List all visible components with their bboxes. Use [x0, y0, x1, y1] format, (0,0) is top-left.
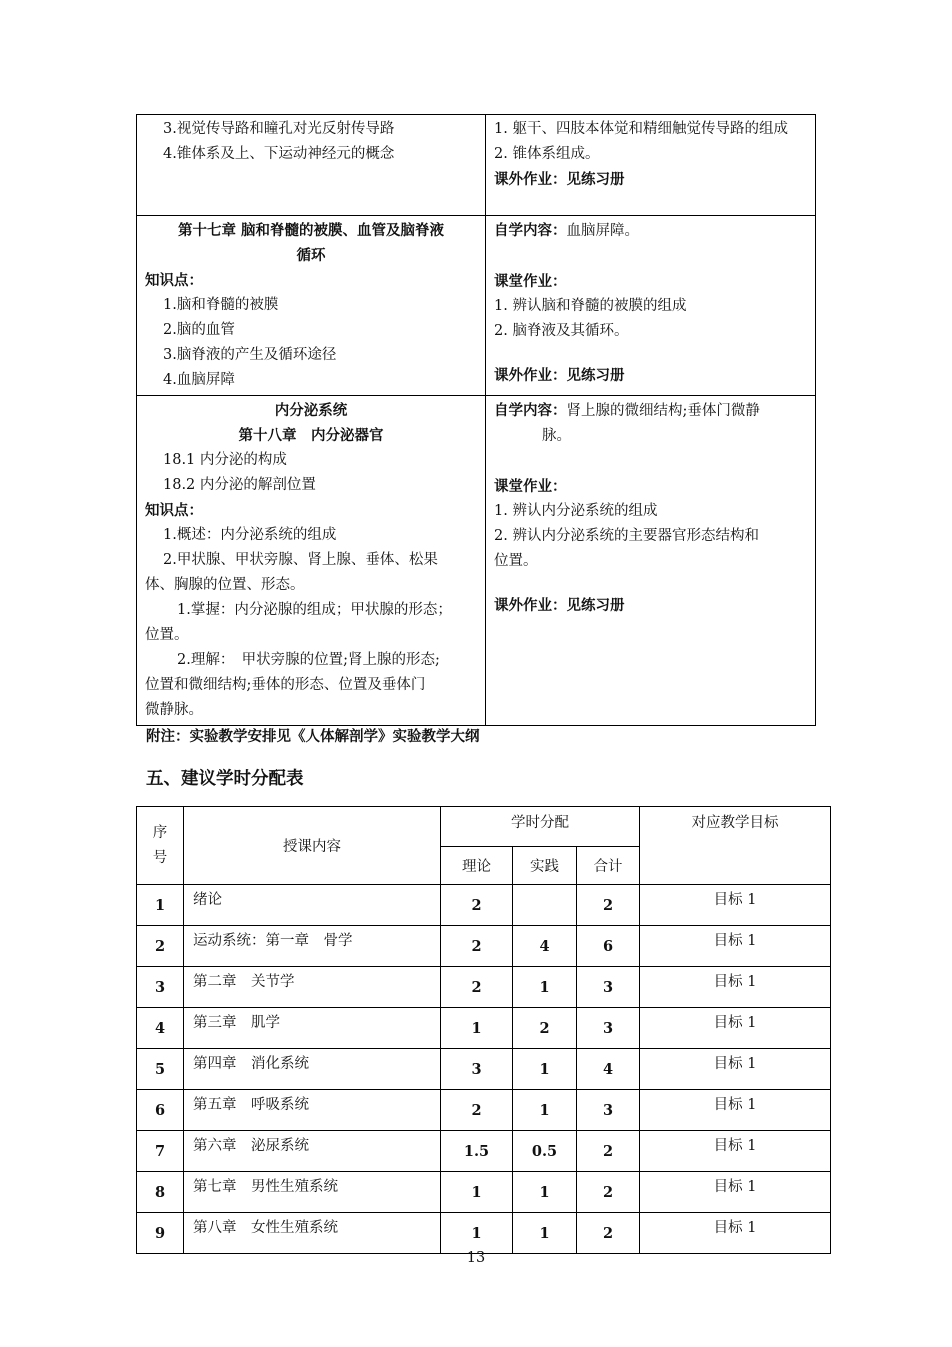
- table-row: [137, 1008, 831, 1049]
- knowledge-label: 知识点：: [145, 272, 203, 289]
- header-theory: 理论: [441, 847, 513, 885]
- table-row: [137, 1049, 831, 1090]
- knowledge-item: 1.脑和脊髓的被膜: [163, 297, 279, 313]
- table-row: [137, 1172, 831, 1213]
- table-row: [137, 115, 816, 216]
- homework-label: 课外作业：见练习册: [494, 597, 625, 614]
- row-total-hours: 3: [577, 967, 640, 1008]
- knowledge-label: 知识点：: [145, 502, 203, 519]
- self-study-label: 自学内容：: [494, 222, 567, 239]
- row-theory-hours: 2: [441, 885, 513, 926]
- knowledge-item: 4.锥体系及上、下运动神经元的概念: [163, 146, 395, 162]
- row-content: 第二章 关节学: [184, 967, 441, 1008]
- homework-label: 课外作业：见练习册: [494, 367, 625, 384]
- row-content: 第三章 肌学: [184, 1008, 441, 1049]
- row-practice-hours: 0.5: [513, 1131, 577, 1172]
- table-header-row: [137, 807, 831, 847]
- row-theory-hours: 2: [441, 1090, 513, 1131]
- header-goal: 对应教学目标: [640, 807, 831, 885]
- table-cell-left: [137, 396, 486, 726]
- row-total-hours: 2: [577, 1213, 640, 1254]
- syllabus-table: [136, 114, 816, 726]
- row-theory-hours: 1: [441, 1172, 513, 1213]
- row-number: 1: [137, 885, 184, 926]
- row-theory-hours: 1: [441, 1008, 513, 1049]
- section-item: 18.2 内分泌的解剖位置: [163, 477, 316, 493]
- row-practice-hours: [513, 885, 577, 926]
- row-theory-hours: 2: [441, 926, 513, 967]
- self-study: [494, 398, 807, 424]
- self-study-text: 血脑屏障。: [566, 223, 639, 239]
- header-content: 授课内容: [184, 807, 441, 885]
- table-row: [137, 396, 816, 726]
- homework-label: 课外作业：见练习册: [494, 171, 625, 188]
- row-number: 3: [137, 967, 184, 1008]
- classwork-item: 1. 躯干、四肢本体觉和精细触觉传导路的组成: [494, 121, 788, 137]
- header-seq: [137, 807, 184, 885]
- knowledge-item: 体、胸腺的位置、形态。: [145, 577, 305, 593]
- chapter-title: 第十八章 内分泌器官: [238, 427, 384, 444]
- row-goal: 目标 1: [640, 1172, 831, 1213]
- section-heading: 五、建议学时分配表: [146, 769, 304, 789]
- row-goal: 目标 1: [640, 1131, 831, 1172]
- row-theory-hours: 1.5: [441, 1131, 513, 1172]
- header-hours: 学时分配: [441, 807, 640, 847]
- row-total-hours: 3: [577, 1090, 640, 1131]
- section-item: 18.1 内分泌的构成: [163, 452, 287, 468]
- row-goal: 目标 1: [640, 885, 831, 926]
- knowledge-item: 3.视觉传导路和瞳孔对光反射传导路: [163, 121, 395, 137]
- row-total-hours: 3: [577, 1008, 640, 1049]
- row-goal: 目标 1: [640, 1049, 831, 1090]
- row-number: 2: [137, 926, 184, 967]
- row-number: 7: [137, 1131, 184, 1172]
- system-title: 内分泌系统: [274, 402, 348, 419]
- knowledge-item: 2.甲状腺、甲状旁腺、肾上腺、垂体、松果: [163, 552, 438, 568]
- row-total-hours: 2: [577, 885, 640, 926]
- knowledge-item: 3.脑脊液的产生及循环途径: [163, 347, 337, 363]
- classwork-item: 1. 辨认内分泌系统的组成: [494, 503, 658, 519]
- row-goal: 目标 1: [640, 1213, 831, 1254]
- page-number: 13: [466, 1250, 486, 1266]
- classwork-item: 2. 锥体系组成。: [494, 146, 600, 162]
- table-row: [137, 216, 816, 396]
- row-goal: 目标 1: [640, 1090, 831, 1131]
- row-practice-hours: 1: [513, 1090, 577, 1131]
- self-study-label: 自学内容：: [494, 402, 567, 419]
- table-row: [137, 967, 831, 1008]
- row-content: 第七章 男性生殖系统: [184, 1172, 441, 1213]
- classwork-item: 2. 辨认内分泌系统的主要器官形态结构和: [494, 528, 759, 544]
- chapter-title: 第十七章 脑和脊髓的被膜、血管及脑脊液: [177, 222, 445, 239]
- table-cell-right: [486, 216, 816, 396]
- row-theory-hours: 2: [441, 967, 513, 1008]
- table-row: [137, 1131, 831, 1172]
- row-content: 第六章 泌尿系统: [184, 1131, 441, 1172]
- table-row: [137, 1213, 831, 1254]
- appendix-note: 附注：实验教学安排见《人体解剖学》实验教学大纲: [146, 728, 480, 745]
- row-practice-hours: 2: [513, 1008, 577, 1049]
- row-practice-hours: 1: [513, 1172, 577, 1213]
- table-row: [137, 885, 831, 926]
- row-total-hours: 4: [577, 1049, 640, 1090]
- classwork-label: 课堂作业：: [494, 478, 567, 495]
- row-goal: 目标 1: [640, 1008, 831, 1049]
- row-number: 5: [137, 1049, 184, 1090]
- self-study-text: 肾上腺的微细结构;垂体门微静: [566, 403, 760, 419]
- table-cell-left: [137, 216, 486, 396]
- self-study: [494, 218, 807, 244]
- table-row: [137, 926, 831, 967]
- knowledge-item: 位置和微细结构;垂体的形态、位置及垂体门: [145, 677, 426, 693]
- row-practice-hours: 4: [513, 926, 577, 967]
- row-goal: 目标 1: [640, 967, 831, 1008]
- table-cell-left: [137, 115, 486, 216]
- self-study-text: 脉。: [542, 428, 571, 444]
- row-number: 9: [137, 1213, 184, 1254]
- hours-allocation-table: [136, 806, 831, 1254]
- header-seq-line: 号: [152, 849, 168, 866]
- row-practice-hours: 1: [513, 967, 577, 1008]
- row-goal: 目标 1: [640, 926, 831, 967]
- knowledge-item: 位置。: [145, 627, 189, 643]
- row-number: 6: [137, 1090, 184, 1131]
- classwork-item: 1. 辨认脑和脊髓的被膜的组成: [494, 298, 687, 314]
- knowledge-item: 2.脑的血管: [163, 322, 235, 338]
- header-practice: 实践: [513, 847, 577, 885]
- row-total-hours: 2: [577, 1131, 640, 1172]
- row-content: 第五章 呼吸系统: [184, 1090, 441, 1131]
- knowledge-item: 2.理解： 甲状旁腺的位置;肾上腺的形态;: [177, 652, 440, 668]
- header-total: 合计: [577, 847, 640, 885]
- row-content: 第四章 消化系统: [184, 1049, 441, 1090]
- table-cell-right: [486, 396, 816, 726]
- knowledge-item: 1.掌握：内分泌腺的组成；甲状腺的形态；: [177, 602, 452, 618]
- row-total-hours: 6: [577, 926, 640, 967]
- table-cell-right: [486, 115, 816, 216]
- knowledge-item: 4.血脑屏障: [163, 372, 235, 388]
- row-practice-hours: 1: [513, 1049, 577, 1090]
- classwork-item: 2. 脑脊液及其循环。: [494, 323, 629, 339]
- row-number: 8: [137, 1172, 184, 1213]
- header-seq-line: 序: [152, 824, 168, 841]
- knowledge-item: 微静脉。: [145, 702, 203, 718]
- knowledge-item: 1.概述：内分泌系统的组成: [163, 527, 337, 543]
- row-theory-hours: 3: [441, 1049, 513, 1090]
- table-row: [137, 1090, 831, 1131]
- row-content: 绪论: [184, 885, 441, 926]
- row-theory-hours: 1: [441, 1213, 513, 1254]
- row-practice-hours: 1: [513, 1213, 577, 1254]
- chapter-title: 循环: [296, 247, 326, 264]
- classwork-label: 课堂作业：: [494, 273, 567, 290]
- row-content: 运动系统：第一章 骨学: [184, 926, 441, 967]
- row-content: 第八章 女性生殖系统: [184, 1213, 441, 1254]
- row-total-hours: 2: [577, 1172, 640, 1213]
- row-number: 4: [137, 1008, 184, 1049]
- classwork-item: 位置。: [494, 553, 538, 569]
